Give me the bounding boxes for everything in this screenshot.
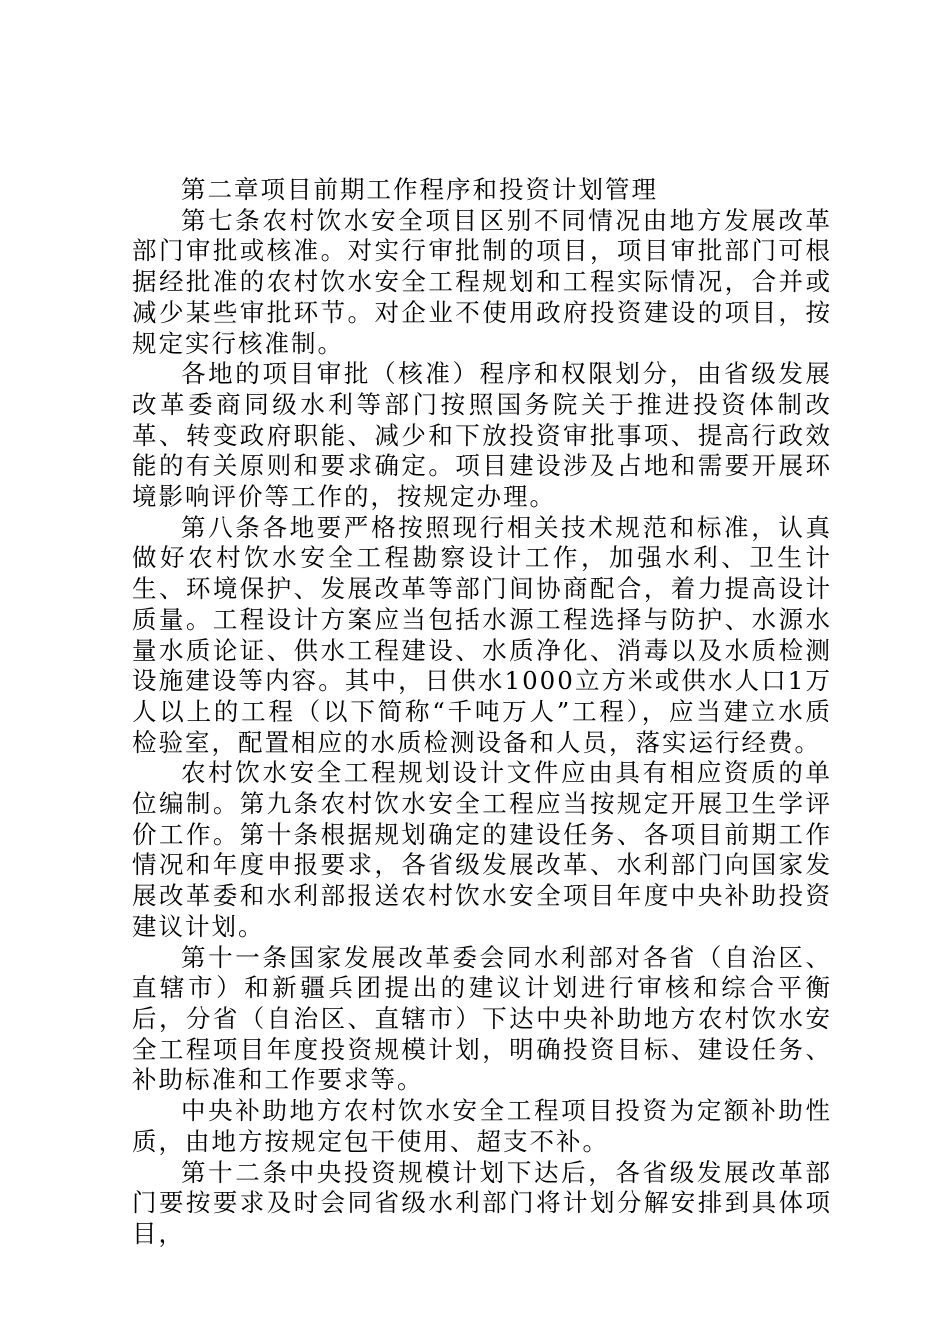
document-body bbox=[132, 175, 832, 1250]
paragraph: 第八条各地要严格按照现行相关技术规范和标准，认真做好农村饮水安全工程勘察设计工作，加强水利、卫生计生、环境保护、发展改革等部门间协商配合，着力提高设计质量。工程设计方案应当包括水源工程选择与防护、水源水量水质论证、供水工程建设、水质净化、消毒以及水质检测设施建设等内容。其中，日供水1000立方米或供水人口1万人以上的工程（以下简称“千吨万人”工程），应当建立水质检验室，配置相应的水质检测设备和人员，落实运行经费。 bbox=[132, 512, 832, 757]
chapter-heading: 第二章项目前期工作程序和投资计划管理 bbox=[181, 175, 658, 204]
paragraph: 各地的项目审批（核准）程序和权限划分，由省级发展改革委商同级水利等部门按照国务院关于推进投资体制改革、转变政府职能、减少和下放投资审批事项、提高行政效能的有关原则和要求确定。项目建设涉及占地和需要开展环境影响评价等工作的，按规定办理。 bbox=[132, 359, 832, 512]
paragraph: 农村饮水安全工程规划设计文件应由具有相应资质的单位编制。第九条农村饮水安全工程应当按规定开展卫生学评价工作。第十条根据规划确定的建设任务、各项目前期工作情况和年度申报要求，各省级发展改革、水利部门向国家发展改革委和水利部报送农村饮水安全项目年度中央补助投资建议计划。 bbox=[132, 758, 832, 941]
paragraph: 第七条农村饮水安全项目区别不同情况由地方发展改革部门审批或核准。对实行审批制的项目，项目审批部门可根据经批准的农村饮水安全工程规划和工程实际情况，合并或减少某些审批环节。对企业不使用政府投资建设的项目，按规定实行核准制。 bbox=[132, 205, 832, 358]
paragraph: 中央补助地方农村饮水安全工程项目投资为定额补助性质，由地方按规定包干使用、超支不补。 bbox=[132, 1096, 832, 1156]
paragraph: 第十二条中央投资规模计划下达后，各省级发展改革部门要按要求及时会同省级水利部门将计划分解安排到具体项目， bbox=[132, 1157, 832, 1248]
paragraph: 第十一条国家发展改革委会同水利部对各省（自治区、直辖市）和新疆兵团提出的建议计划进行审核和综合平衡后，分省（自治区、直辖市）下达中央补助地方农村饮水安全工程项目年度投资规模计划，明确投资目标、建设任务、补助标准和工作要求等。 bbox=[132, 942, 832, 1095]
